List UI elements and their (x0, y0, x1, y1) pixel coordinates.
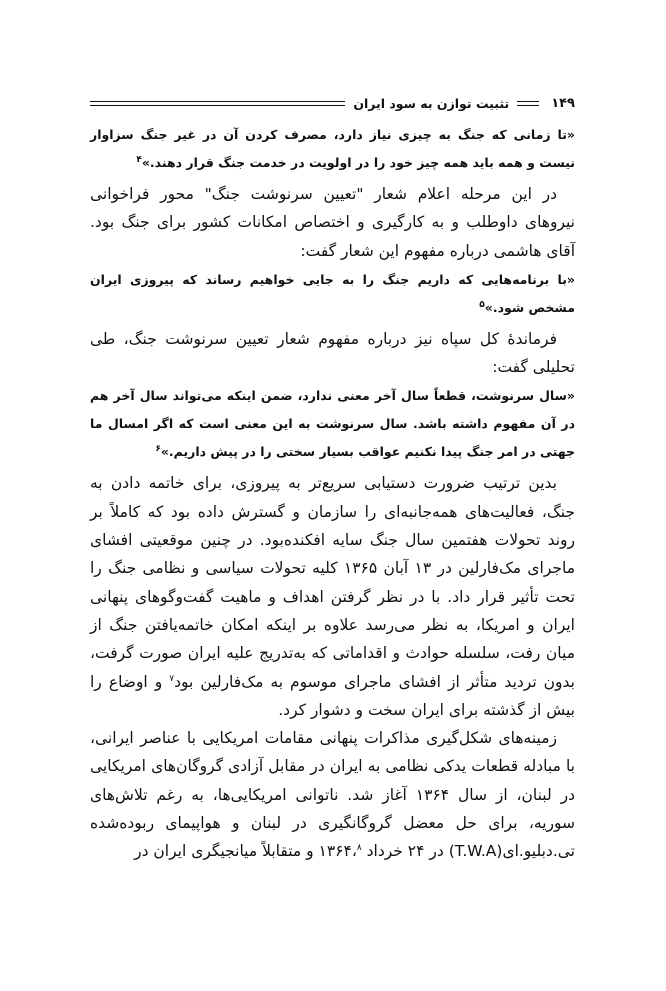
running-title: تثبیت توازن به سود ایران (353, 95, 510, 111)
footnote-ref-4: ۴ (136, 154, 142, 165)
paragraph-1: در این مرحله اعلام شعار "تعیین سرنوشت جنگ" محور فراخوانی نیروهای داوطلب و به کارگیری و اختصاص امکانات کشور برای جنگ بود. آقای هاشمی درباره مفهوم این شعار گفت: (90, 185, 575, 260)
paragraph-2: فرماندهٔ کل سپاه نیز درباره مفهوم شعار تعیین سرنوشت جنگ، طی تحلیلی گفت: (90, 329, 575, 377)
quote-1-text: «تا زمانی که جنگ به چیزی نیاز دارد، مصرف کردن آن در غیر جنگ سزاوار نیست و همه باید همه چیز خود را در اولویت در خدمت جنگ قرار دهند.» (90, 127, 575, 170)
quote-2-text: «با برنامه‌هایی که داریم جنگ را به جایی خواهیم رساند که پیروزی ایران مشخص شود.» (90, 271, 575, 315)
quote-block-1 (90, 121, 575, 177)
page-body (90, 121, 575, 866)
paragraph-4-text-b: و متقابلاً میانجیگری ایران در (134, 842, 319, 861)
footnote-ref-5: ۵ (479, 299, 485, 310)
paragraph-3 (90, 469, 575, 724)
header-rule (90, 101, 345, 106)
paragraph-3-text-a: بدین ترتیب ضرورت دستیابی سریع‌تر به پیروزی، برای خاتمه دادن به جنگ، فعالیت‌های همه‌جانبه‌ای را سازمان و گسترش داده بود که کاملاً بر روند تحولات هفتمین سال جنگ سایه افکنده‌بود. در چنین موقعیتی افشای ماجرای مک‌فارلین در ۱۳ آبان ۱۳۶۵ کلیه تحولات سیاسی و نظامی جنگ را تحت تأثیر قرار داد. با در نظر گرفتن اهداف و ماهیت گفت‌وگوهای پنهانی ایران و امریکا، به نظر می‌رسد علاوه بر اینکه امکان خاتمه‌یافتن جنگ از میان رفت، سلسله حوادث و اقداماتی که به‌تدریج علیه ایران صورت گرفت، بدون تردید متأثر از افشای ماجرای موسوم به مک‌فارلین بود (90, 474, 575, 691)
footnote-ref-7: ۷ (169, 673, 175, 684)
quote-3-text: «سال سرنوشت، قطعاً سال آخر معنی ندارد، ضمن اینکه می‌تواند سال آخر هم در آن مفهوم داشته باشد. سال سرنوشت به این معنی است که اگر امسال ما جهتی در امر جنگ پیدا نکنیم عواقب بسیار سختی را در پیش داریم.» (90, 388, 575, 460)
paragraph-4 (90, 724, 575, 865)
footnote-ref-6: ۶ (155, 444, 161, 455)
page-number: ۱۴۹ (551, 95, 575, 111)
header-dash-divider (517, 101, 539, 106)
paragraph-4-text-a: زمینه‌های شکل‌گیری مذاکرات پنهانی مقامات امریکایی با عناصر ایرانی، با مبادله قطعات یدکی نظامی به ایران در مقابل آزادی گروگان‌های امریکایی در لبنان، از سال ۱۳۶۴ آغاز شد. ناتوانی امریکایی‌ها، به رغم تلاش‌های سوریه، برای حل معضل گروگانگیری در لبنان و هواپیمای ربوده‌شده تی.دبلیو.ای(T.W.A) در ۲۴ خرداد ۱۳۶۴، (90, 729, 575, 861)
quote-block-3 (90, 382, 575, 466)
footnote-ref-8: ۸ (356, 843, 362, 854)
quote-block-2 (90, 266, 575, 322)
page-header (90, 92, 575, 114)
paragraph-3-text-b: و اوضاع را بیش از گذشته برای ایران سخت و دشوار کرد. (90, 672, 575, 719)
